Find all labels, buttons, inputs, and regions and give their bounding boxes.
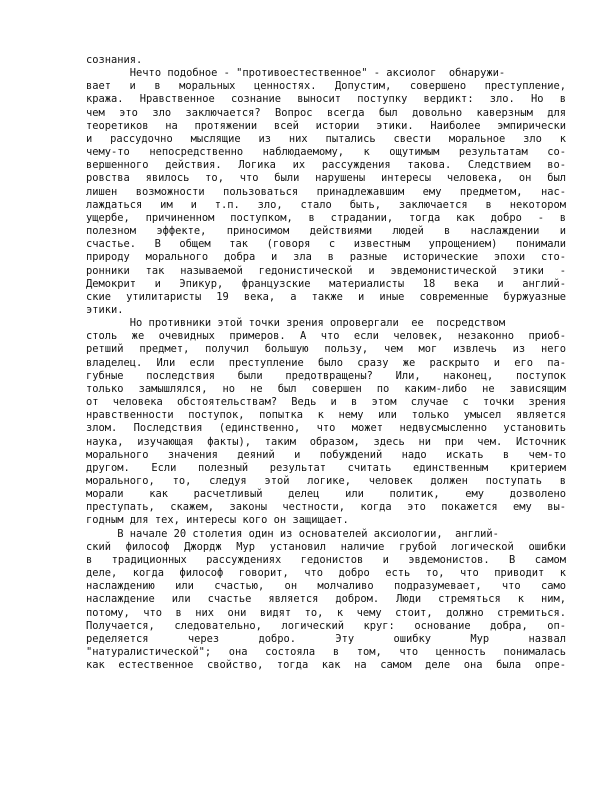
text-line: кража. Нравственное сознание выносит поступку вердикт: зло. Но в [86, 93, 566, 106]
text-line: морального, то, следуя этой логике, человек должен поступать в [86, 475, 566, 487]
text-line: преступать, скажем, законы честности, когда это покажется ему вы- [86, 501, 566, 514]
text-line: ровства явилось то, что были нарушены интересы человека, он был [86, 172, 566, 185]
text-line: ределяется через добро. Эту ошибку Мур назвал [86, 632, 566, 645]
text-line: вершенного действия. Логика их рассуждения такова. Следствием во- [86, 159, 566, 172]
text-line: ронники так называемой гедонистической и эвдемонистической этики - [86, 264, 566, 277]
text-line: Нечто подобное - "противоестественное" - аксиолог обнаружи- [86, 67, 506, 80]
text-line: чему-то непосредственно наблюдаемому, к ощутимым результатам со- [86, 146, 566, 159]
text-line: годным для тех, интересы кого он защищает. [86, 514, 349, 527]
text-line: Демокрит и Эпикур, французские материалисты 18 века и англий- [86, 277, 566, 290]
text-line: столь же очевидных примеров. А что если человек, незаконно приоб- [86, 330, 566, 343]
text-line: Но противники этой точки зрения опровергали ее посредством [86, 317, 506, 330]
text-line: злом. Последствия (единственно, что может недвусмысленно установить [86, 422, 566, 435]
text-line: ский философ Джордж Мур установил наличие грубой логической ошибки [86, 540, 566, 553]
text-line: губные последствия были предотвращены? Или, наконец, поступок [86, 369, 566, 382]
text-line: морального значения деяний и побуждений надо искать в чем-то [86, 448, 566, 461]
text-line: Получается, следовательно, логический круг: основание добра, оп- [86, 619, 566, 632]
text-line: деле, когда философ говорит, что добро есть то, что приводит к [86, 567, 566, 580]
text-line: счастье. В общем так (говоря с известным упрощением) понимали [86, 238, 566, 251]
text-line: наслаждение или счастье является добром. Люди стремяться к ним, [86, 593, 566, 606]
text-line: от человека обстоятельствам? Ведь и в этом случае с точки зрения [86, 396, 566, 409]
text-line: природу морального добра и зла в разные исторические эпохи сто- [86, 251, 566, 264]
text-line: сознания. [86, 54, 143, 66]
text-line: наука, изучающая факты), таким образом, здесь ни при чем. Источник [86, 435, 566, 448]
text-line: владелец. Или если преступление было сразу же раскрыто и его па- [86, 356, 566, 369]
text-line: морали как расчетливый делец или политик, ему дозволено [86, 488, 566, 501]
text-line: вает и в моральных ценностях. Допустим, совершено преступление, [86, 80, 566, 93]
text-line: чем это зло заключается? Вопрос всегда был довольно каверзным для [86, 106, 566, 119]
text-line: В начале 20 столетия один из основателей аксиологии, англий- [86, 527, 499, 540]
text-line: ретший предмет, получил большую пользу, чем мог извлечь из него [86, 343, 566, 356]
text-line: другом. Если полезный результат считать единственным критерием [86, 461, 566, 474]
text-line: лаждаться им и т.п. зло, стало быть, заключается в некотором [86, 198, 566, 211]
body-text [86, 54, 566, 672]
text-line: ущербе, причиненном поступком, в страдании, тогда как добро - в [86, 211, 566, 224]
text-line: теоретиков на протяжении всей истории этики. Наиболее эмпирически [86, 119, 566, 132]
text-line: в традиционных рассуждениях гедонистов и эвдемонистов. В самом [86, 553, 566, 566]
text-line: только замышлялся, но не был совершен по каким-либо не зависящим [86, 382, 566, 395]
text-line: наслаждению или счастью, он молчаливо подразумевает, что само [86, 580, 566, 593]
text-line: нравственности поступок, попытка к нему или только умысел является [86, 409, 566, 422]
text-line: лишен возможности пользоваться принадлежавшим ему предметом, нас- [86, 185, 566, 198]
text-line: этики. [86, 303, 124, 316]
text-line: ские утилитаристы 19 века, а также и иные современные буржуазные [86, 290, 566, 303]
text-line: потому, что в них они видят то, к чему стоит, должно стремиться. [86, 606, 566, 619]
text-line: как естественное свойство, тогда как на самом деле она была опре- [86, 659, 566, 672]
text-line: и рассудочно мыслящие из них пытались свести моральное зло к [86, 132, 566, 145]
text-line: полезном эффекте, приносимом действиями людей в наслаждении и [86, 225, 566, 238]
text-line: "натуралистической"; она состояла в том, что ценность понималась [86, 646, 566, 659]
